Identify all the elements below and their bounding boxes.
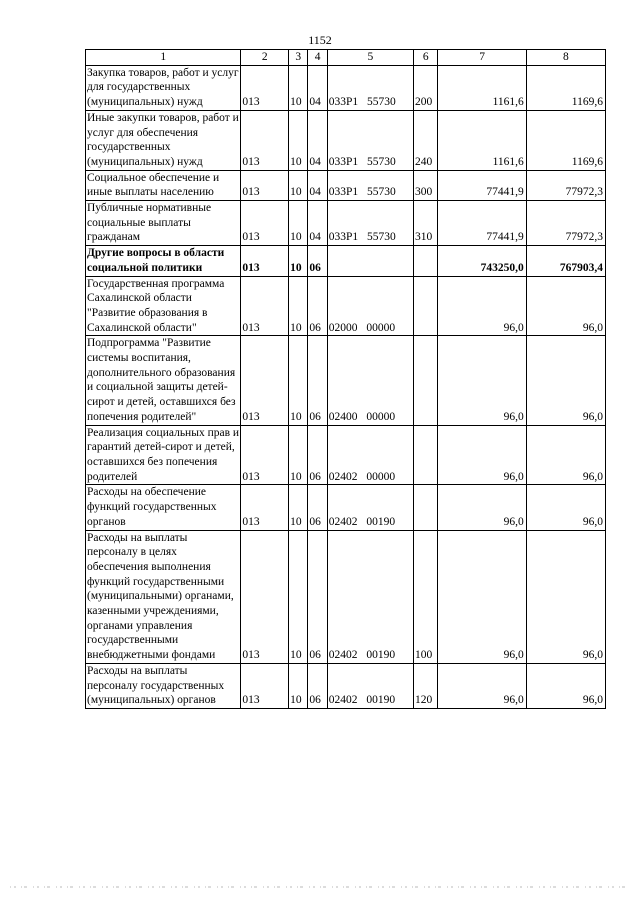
page-number: 1152 <box>308 33 332 47</box>
row-gr-cell: 013 <box>241 110 289 170</box>
column-header: 6 <box>414 50 438 66</box>
row-name-cell: Другие вопросы в области социальной политики <box>86 246 241 276</box>
row-sum1-cell: 1161,6 <box>438 65 526 110</box>
row-sum2-cell: 96,0 <box>526 425 605 485</box>
row-vr-cell <box>414 425 438 485</box>
column-header: 1 <box>86 50 241 66</box>
row-csr-cell: 033Р1 55730 <box>327 110 413 170</box>
row-rz-cell: 10 <box>289 425 308 485</box>
row-sum1-cell: 1161,6 <box>438 110 526 170</box>
row-rz-cell: 10 <box>289 246 308 276</box>
row-csr-cell <box>327 246 413 276</box>
column-header: 8 <box>526 50 605 66</box>
row-sum2-cell: 96,0 <box>526 530 605 663</box>
row-name-cell: Расходы на выплаты персоналу государственных (муниципальных) органов <box>86 663 241 708</box>
row-pr-cell: 06 <box>308 485 327 530</box>
table-row <box>86 485 606 530</box>
row-sum1-cell: 77441,9 <box>438 170 526 200</box>
row-pr-cell: 06 <box>308 276 327 336</box>
row-gr-cell: 013 <box>241 425 289 485</box>
table-row <box>86 336 606 425</box>
row-vr-cell: 120 <box>414 663 438 708</box>
row-vr-cell <box>414 246 438 276</box>
row-vr-cell <box>414 276 438 336</box>
table-row <box>86 276 606 336</box>
row-name-cell: Социальное обеспечение и иные выплаты населению <box>86 170 241 200</box>
row-vr-cell: 300 <box>414 170 438 200</box>
column-header: 2 <box>241 50 289 66</box>
row-pr-cell: 04 <box>308 170 327 200</box>
table-row <box>86 201 606 246</box>
row-sum2-cell: 77972,3 <box>526 201 605 246</box>
row-name-cell: Реализация социальных прав и гарантий детей-сирот и детей, оставшихся без попечения родителей <box>86 425 241 485</box>
row-sum1-cell: 96,0 <box>438 485 526 530</box>
row-pr-cell: 06 <box>308 246 327 276</box>
row-sum2-cell: 96,0 <box>526 485 605 530</box>
row-gr-cell: 013 <box>241 485 289 530</box>
row-vr-cell: 100 <box>414 530 438 663</box>
table-row <box>86 65 606 110</box>
budget-table <box>85 49 606 709</box>
row-name-cell: Иные закупки товаров, работ и услуг для обеспечения государственных (муниципальных) нужд <box>86 110 241 170</box>
row-sum2-cell: 767903,4 <box>526 246 605 276</box>
table-row <box>86 246 606 276</box>
row-pr-cell: 06 <box>308 336 327 425</box>
row-sum2-cell: 77972,3 <box>526 170 605 200</box>
row-rz-cell: 10 <box>289 663 308 708</box>
row-vr-cell: 200 <box>414 65 438 110</box>
row-sum1-cell: 77441,9 <box>438 201 526 246</box>
row-csr-cell: 033Р1 55730 <box>327 65 413 110</box>
row-rz-cell: 10 <box>289 201 308 246</box>
table-row <box>86 530 606 663</box>
row-pr-cell: 04 <box>308 65 327 110</box>
column-header: 5 <box>327 50 413 66</box>
column-header: 4 <box>308 50 327 66</box>
row-pr-cell: 06 <box>308 425 327 485</box>
table-row <box>86 110 606 170</box>
row-sum2-cell: 96,0 <box>526 276 605 336</box>
row-name-cell: Закупка товаров, работ и услуг для государственных (муниципальных) нужд <box>86 65 241 110</box>
row-rz-cell: 10 <box>289 65 308 110</box>
row-sum1-cell: 96,0 <box>438 336 526 425</box>
row-csr-cell: 02400 00000 <box>327 336 413 425</box>
row-name-cell: Публичные нормативные социальные выплаты гражданам <box>86 201 241 246</box>
row-name-cell: Расходы на выплаты персоналу в целях обеспечения выполнения функций государственными (муниципальными) органами, казенными учреждениями, органами управления государственными внебюджетными фондами <box>86 530 241 663</box>
row-vr-cell: 310 <box>414 201 438 246</box>
row-vr-cell <box>414 336 438 425</box>
row-sum1-cell: 96,0 <box>438 276 526 336</box>
row-sum2-cell: 1169,6 <box>526 110 605 170</box>
row-gr-cell: 013 <box>241 65 289 110</box>
row-sum1-cell: 96,0 <box>438 425 526 485</box>
row-gr-cell: 013 <box>241 170 289 200</box>
row-csr-cell: 02402 00000 <box>327 425 413 485</box>
row-gr-cell: 013 <box>241 201 289 246</box>
row-pr-cell: 04 <box>308 201 327 246</box>
row-csr-cell: 02402 00190 <box>327 485 413 530</box>
row-vr-cell <box>414 485 438 530</box>
row-pr-cell: 04 <box>308 110 327 170</box>
row-rz-cell: 10 <box>289 110 308 170</box>
row-name-cell: Расходы на обеспечение функций государственных органов <box>86 485 241 530</box>
row-rz-cell: 10 <box>289 170 308 200</box>
row-sum1-cell: 743250,0 <box>438 246 526 276</box>
row-gr-cell: 013 <box>241 663 289 708</box>
row-rz-cell: 10 <box>289 276 308 336</box>
column-header: 3 <box>289 50 308 66</box>
row-vr-cell: 240 <box>414 110 438 170</box>
row-sum1-cell: 96,0 <box>438 530 526 663</box>
row-gr-cell: 013 <box>241 246 289 276</box>
row-sum1-cell: 96,0 <box>438 663 526 708</box>
row-csr-cell: 02402 00190 <box>327 530 413 663</box>
row-csr-cell: 033Р1 55730 <box>327 201 413 246</box>
row-sum2-cell: 96,0 <box>526 663 605 708</box>
table-header-row <box>86 50 606 66</box>
row-sum2-cell: 96,0 <box>526 336 605 425</box>
row-sum2-cell: 1169,6 <box>526 65 605 110</box>
row-csr-cell: 02000 00000 <box>327 276 413 336</box>
row-pr-cell: 06 <box>308 663 327 708</box>
row-gr-cell: 013 <box>241 530 289 663</box>
row-csr-cell: 02402 00190 <box>327 663 413 708</box>
row-gr-cell: 013 <box>241 276 289 336</box>
row-name-cell: Подпрограмма "Развитие системы воспитания, дополнительного образования и социальной защиты детей-сирот и детей, оставшихся без попечения родителей" <box>86 336 241 425</box>
scan-noise-line <box>10 884 630 890</box>
row-pr-cell: 06 <box>308 530 327 663</box>
row-name-cell: Государственная программа Сахалинской области "Развитие образования в Сахалинской области" <box>86 276 241 336</box>
row-rz-cell: 10 <box>289 530 308 663</box>
table-row <box>86 170 606 200</box>
table-row <box>86 425 606 485</box>
row-csr-cell: 033Р1 55730 <box>327 170 413 200</box>
row-rz-cell: 10 <box>289 485 308 530</box>
row-rz-cell: 10 <box>289 336 308 425</box>
table-row <box>86 663 606 708</box>
row-gr-cell: 013 <box>241 336 289 425</box>
column-header: 7 <box>438 50 526 66</box>
